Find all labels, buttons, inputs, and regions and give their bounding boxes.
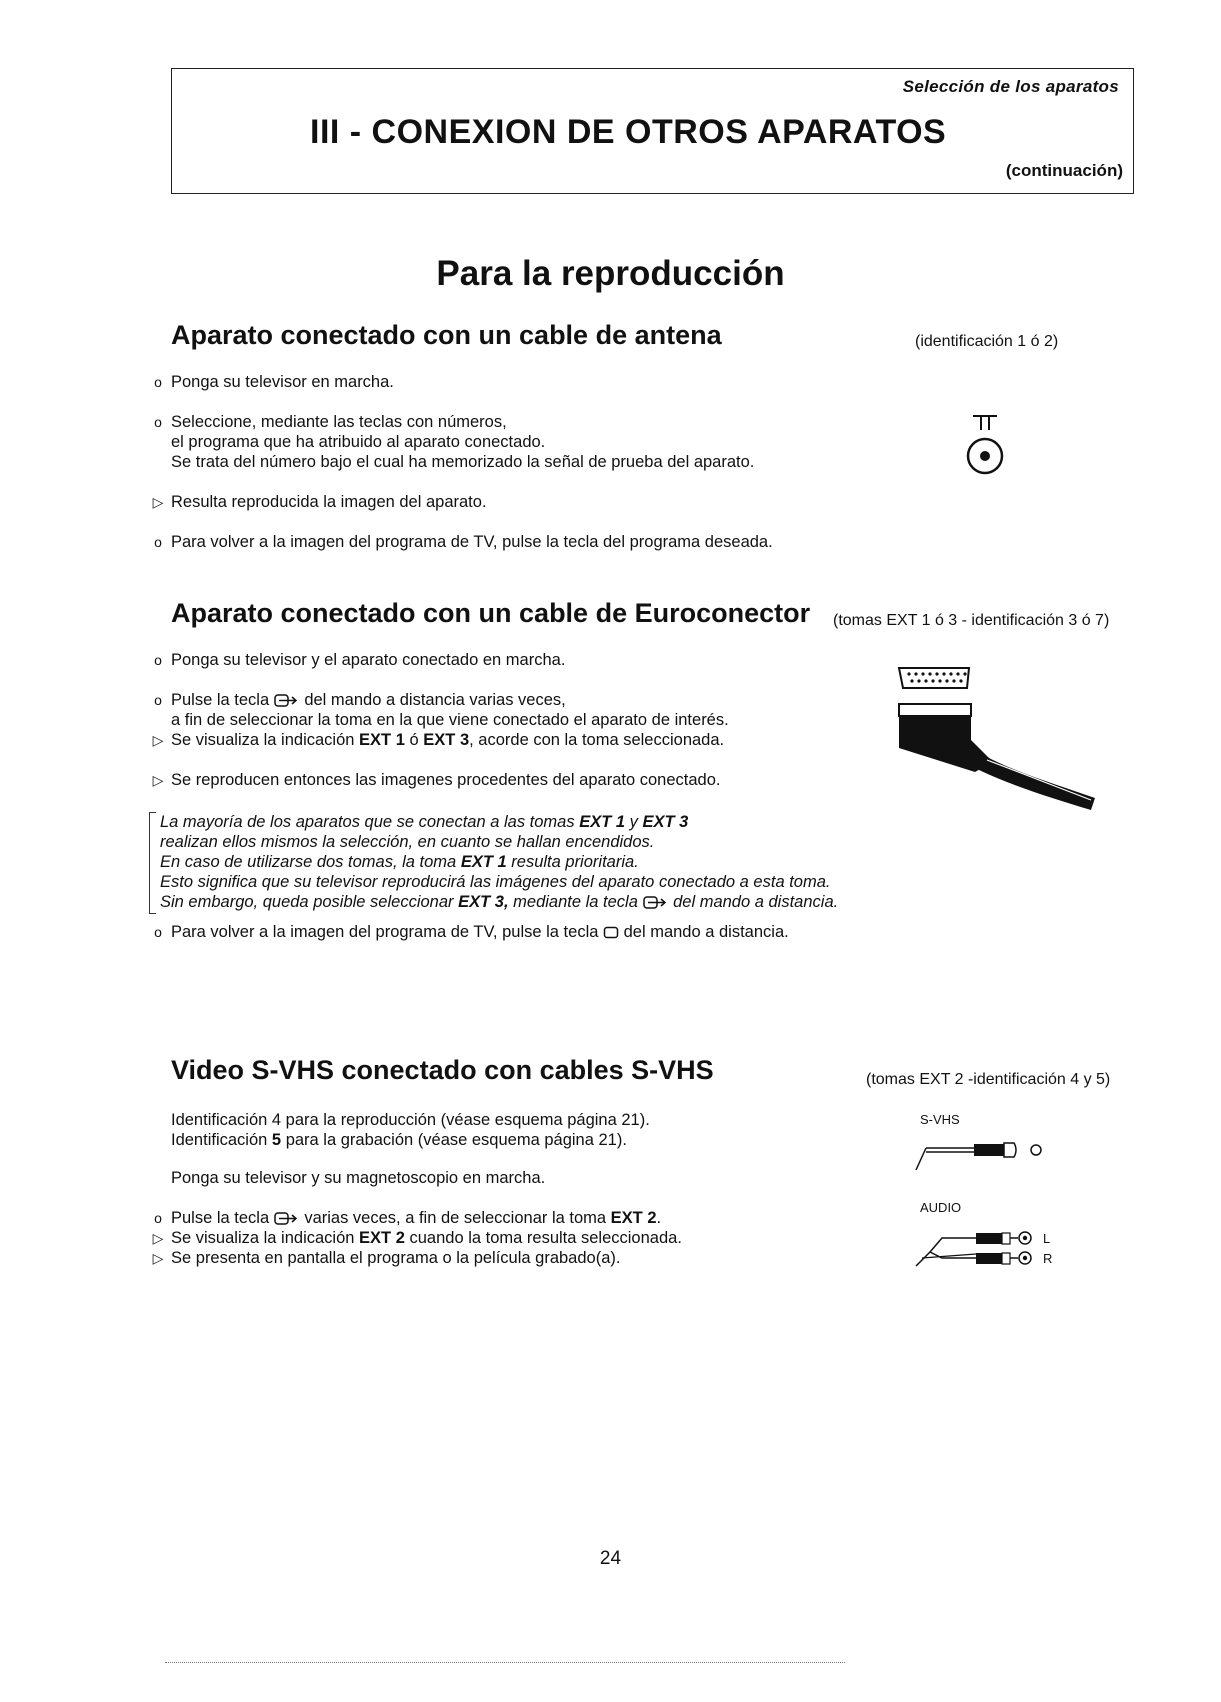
section1-step2 <box>154 412 507 432</box>
section1-step1-text: Ponga su televisor en marcha. <box>171 373 394 391</box>
section2-step2-b: del mando a distancia varias veces, <box>304 691 566 709</box>
section2-ident: (tomas EXT 1 ó 3 - identificación 3 ó 7) <box>833 612 1110 629</box>
scart-cable-icon <box>895 660 1105 820</box>
section1-step2-line1: Seleccione, mediante las teclas con números, <box>171 413 507 431</box>
step-marker: o <box>154 652 162 668</box>
header-box <box>171 68 1134 194</box>
section3-result2 <box>152 1248 621 1268</box>
audio-right-label: R <box>1043 1251 1053 1266</box>
section2-result2 <box>152 770 721 790</box>
section2-result1-b: , acorde con la toma seleccionada. <box>469 731 725 749</box>
audio-connectors-icon <box>912 1228 1042 1270</box>
ext1-label: EXT 1 <box>359 731 405 749</box>
section2-note <box>160 812 838 912</box>
header-continuation: (continuación) <box>1005 161 1123 180</box>
step-marker: o <box>154 534 162 550</box>
section1-step3-text: Para volver a la imagen del programa de TV, pulse la tecla del programa deseada. <box>171 533 773 551</box>
note-ext1: EXT 1 <box>579 813 626 831</box>
section3-result1-ext: EXT 2 <box>359 1229 405 1247</box>
note-bracket <box>149 812 156 914</box>
page-title: Para la reproducción <box>436 254 785 293</box>
step-marker: o <box>154 1210 162 1226</box>
section2-step1 <box>154 650 566 670</box>
note-line5-ext3: EXT 3, <box>458 893 509 911</box>
note-line3 <box>160 852 838 872</box>
section3-result1 <box>152 1228 682 1248</box>
section2-title: Aparato conectado con un cable de Euroconector <box>171 598 811 628</box>
section3-result2-text: Se presenta en pantalla el programa o la película grabado(a). <box>171 1249 621 1267</box>
antenna-socket-icon <box>955 412 1015 482</box>
note-line5-a: Sin embargo, queda posible seleccionar <box>160 893 454 911</box>
section1-step3 <box>154 532 773 552</box>
section2-step2 <box>154 690 566 710</box>
section3-step1-a: Pulse la tecla <box>171 1209 270 1227</box>
section2-step2-line2: a fin de seleccionar la toma en la que viene conectado el aparato de interés. <box>171 711 729 729</box>
note-line5-c: del mando a distancia. <box>673 893 839 911</box>
note-line2: realizan ellos mismos la selección, en cuanto se hallan encendidos. <box>160 833 655 851</box>
note-y: y <box>629 813 638 831</box>
section1-title: Aparato conectado con un cable de antena <box>171 320 722 350</box>
section3-ident-lines <box>171 1110 650 1150</box>
step-marker: o <box>154 924 162 940</box>
section3-id-line2-num: 5 <box>271 1131 282 1149</box>
section3-result1-b: cuando la toma resulta seleccionada. <box>409 1229 682 1247</box>
audio-label: AUDIO <box>920 1200 962 1215</box>
av-key-icon <box>274 694 300 708</box>
section1-step2-line3: Se trata del número bajo el cual ha memorizado la señal de prueba del aparato. <box>171 453 755 471</box>
section1-step2-line2: el programa que ha atribuido al aparato conectado. <box>171 433 546 451</box>
note-line5 <box>160 892 838 912</box>
header-subtitle: Selección de los aparatos <box>902 77 1119 96</box>
result-marker: ▷ <box>152 1250 164 1266</box>
result-marker: ▷ <box>152 1230 164 1246</box>
section2-step3-a: Para volver a la imagen del programa de TV, pulse la tecla <box>171 923 599 941</box>
result-marker: ▷ <box>152 732 164 748</box>
section3-id-line2 <box>171 1130 650 1150</box>
note-ext3: EXT 3 <box>642 813 689 831</box>
step-marker: o <box>154 414 162 430</box>
section3-id-line2-b: para la grabación (véase esquema página 21). <box>285 1131 627 1149</box>
note-line5-b: mediante la tecla <box>513 893 638 911</box>
ext3-label: EXT 3 <box>423 731 470 749</box>
result-marker: ▷ <box>152 494 164 510</box>
note-line3-b: resulta prioritaria. <box>511 853 639 871</box>
scan-artifact <box>165 1662 845 1665</box>
section3-id-line2-a: Identificación <box>171 1131 268 1149</box>
svhs-label: S-VHS <box>920 1112 960 1127</box>
page-number: 24 <box>599 1548 622 1569</box>
tv-key-icon <box>603 926 619 939</box>
note-line3-a: En caso de utilizarse dos tomas, la toma <box>160 853 457 871</box>
note-line3-ext1: EXT 1 <box>460 853 507 871</box>
result-marker: ▷ <box>152 772 164 788</box>
section3-id-line1: Identificación 4 para la reproducción (véase esquema página 21). <box>171 1111 650 1129</box>
section3-step1-b: varias veces, a fin de seleccionar la toma <box>304 1209 607 1227</box>
section2-step1-text: Ponga su televisor y el aparato conectado en marcha. <box>171 651 566 669</box>
step-marker: o <box>154 374 162 390</box>
section1-result-text: Resulta reproducida la imagen del aparato. <box>171 493 487 511</box>
section3-step1-c: . <box>656 1209 662 1227</box>
section3-result1-a: Se visualiza la indicación <box>171 1229 355 1247</box>
section3-step1-ext: EXT 2 <box>610 1209 657 1227</box>
section2-step3-b: del mando a distancia. <box>623 923 789 941</box>
av-key-icon <box>643 896 669 910</box>
section1-ident: (identificación 1 ó 2) <box>915 333 1059 350</box>
section3-title: Video S-VHS conectado con cables S-VHS <box>171 1055 714 1085</box>
section2-step3 <box>154 922 789 942</box>
section3-ident: (tomas EXT 2 -identificación 4 y 5) <box>866 1071 1111 1088</box>
section3-power: Ponga su televisor y su magnetoscopio en marcha. <box>171 1169 546 1187</box>
section3-step1 <box>154 1208 662 1228</box>
note-line1-a: La mayoría de los aparatos que se conectan a las tomas <box>160 813 575 831</box>
section2-result1-a: Se visualiza la indicación <box>171 731 355 749</box>
step-marker: o <box>154 692 162 708</box>
section2-step2-a: Pulse la tecla <box>171 691 270 709</box>
note-line4: Esto significa que su televisor reproducirá las imágenes del aparato conectado a esta toma. <box>160 873 831 891</box>
section2-result2-text: Se reproducen entonces las imagenes procedentes del aparato conectado. <box>171 771 721 789</box>
note-line1 <box>160 812 838 832</box>
section1-result <box>152 492 487 512</box>
section2-result1 <box>152 730 725 750</box>
section1-step1 <box>154 372 394 392</box>
section2-result1-o: ó <box>409 731 419 749</box>
av-key-icon <box>274 1212 300 1226</box>
header-title: III - CONEXION DE OTROS APARATOS <box>310 113 947 151</box>
audio-left-label: L <box>1043 1231 1051 1246</box>
svhs-connector-icon <box>912 1138 1072 1174</box>
